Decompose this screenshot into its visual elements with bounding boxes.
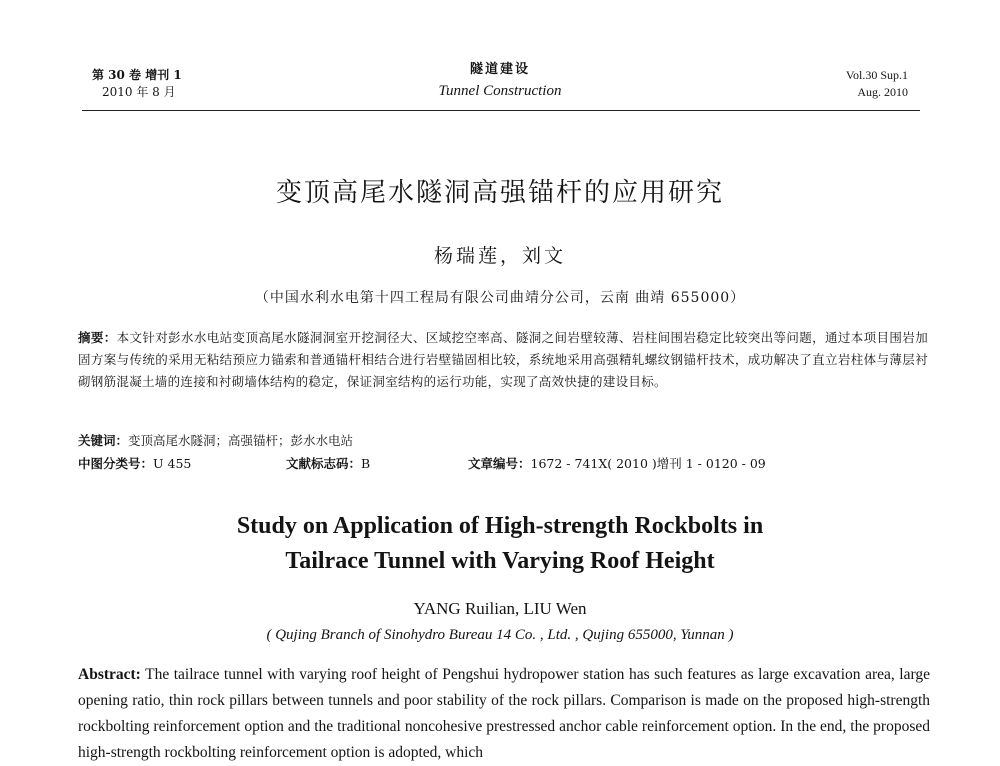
document-code: 文献标志码：B (286, 456, 371, 471)
journal-issue-info-en (846, 67, 908, 101)
publication-date: 2010 年 8 月 (102, 85, 176, 99)
article-title-cn: 变顶高尾水隧洞高强锚杆的应用研究 (275, 178, 724, 208)
keywords-cn-label: 关键词： (78, 433, 129, 448)
abstract-cn-text: 本文针对彭水水电站变顶高尾水隧洞洞室开挖洞径大、区域挖空率高、隧洞之间岩壁较薄、岩柱间围岩稳定比较突出等问题，通过本项目围岩加固方案与传统的采用无粘结预应力锚索和普通锚杆相结合进行岩壁锚固相比较，系统地采用高强精轧螺纹钢锚杆技术，成功解决了直立岩柱体与薄层衬砌钢筋混凝土墙的连接和衬砌墙体结构的稳定，保证洞室结构的运行功能，实现了高效快捷的建设目标。 (78, 330, 928, 389)
article-title-en (0, 509, 1000, 579)
volume-issue-en: Vol.30 Sup.1 (845, 68, 908, 82)
abstract-en (78, 662, 930, 766)
abstract-cn-label: 摘要： (78, 330, 117, 345)
article-title-en-line1: Study on Application of High-strength Rockbolts in (236, 513, 764, 539)
journal-name-cn: 隧道建设 (469, 62, 530, 77)
authors-cn: 杨瑞莲，刘文 (433, 245, 566, 267)
journal-issue-info (92, 67, 182, 101)
journal-name-en: Tunnel Construction (438, 83, 562, 99)
publication-date-en: Aug. 2010 (857, 85, 908, 99)
keywords-cn (78, 431, 353, 451)
journal-name (400, 60, 600, 102)
abstract-en-text: The tailrace tunnel with varying roof height of Pengshui hydropower station has such features as large excavation area, large opening ratio, thin rock pillars between tunnels and poor stability of the rock pillars. Comparison is made on the proposed high-strength rockbolting reinforcement option and the traditional noncohesive prestressed anchor cable reinforcement option. In the end, the proposed high-strength rockbolting reinforcement option is adopted, which (78, 666, 930, 761)
article-title-en-line2: Tailrace Tunnel with Varying Roof Height (285, 548, 715, 574)
affiliation-cn: （中国水利水电第十四工程局有限公司曲靖分公司，云南 曲靖 655000） (254, 290, 746, 306)
keywords-cn-text: 变顶高尾水隧洞；高强锚杆；彭水水电站 (128, 433, 354, 448)
article-number: 文章编号：1672 - 741X( 2010 )增刊 1 - 0120 - 09 (468, 456, 766, 471)
clc-number: 中图分类号：U 455 (78, 456, 192, 471)
affiliation-en: ( Qujing Branch of Sinohydro Bureau 14 Co. , Ltd. , Qujing 655000, Yunnan ) (266, 627, 734, 643)
abstract-cn (78, 327, 928, 393)
header-divider (82, 110, 920, 111)
authors-en: YANG Ruilian, LIU Wen (413, 599, 587, 618)
abstract-en-label: Abstract: (78, 666, 141, 683)
volume-issue: 第 30 卷 增刊 1 (92, 68, 182, 82)
